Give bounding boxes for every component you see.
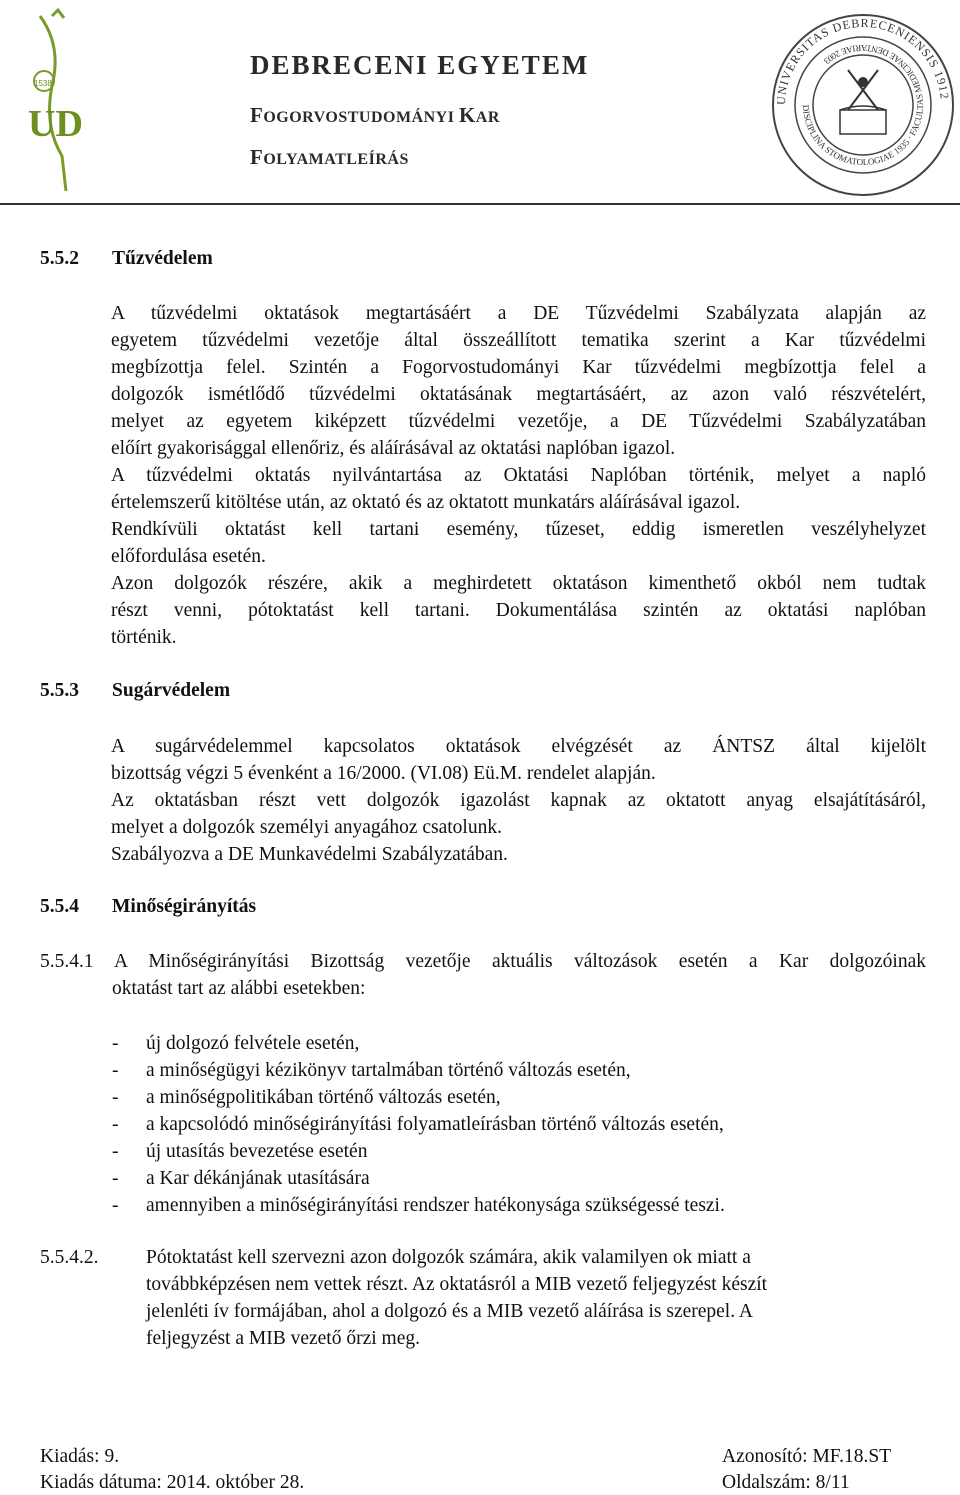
footer-identifier: Azonosító: MF.18.ST (722, 1446, 892, 1467)
text-line: A tűzvédelmi oktatások megtartásáért a DE Tűzvédelmi Szabályzata alapján az (111, 303, 926, 324)
list-item: - a Kar dékánjának utasítására (112, 1168, 370, 1189)
logo-monogram: UD (28, 103, 83, 145)
footer-page-number: Oldalszám: 8/11 (722, 1472, 850, 1493)
text-line: Rendkívüli oktatást kell tartani esemény, tűzeset, eddig ismeretlen veszélyhelyzet (111, 519, 926, 540)
text-line: jelenléti ív formájában, ahol a dolgozó és a MIB vezető aláírása is szerepel. A (146, 1301, 753, 1322)
text-line: Az oktatásban részt vett dolgozók igazolást kapnak az oktatott anyag elsajátításáról, (111, 790, 926, 811)
section-552-number: 5.5.2 (40, 248, 79, 269)
text-line: Pótoktatást kell szervezni azon dolgozók számára, akik valamilyen ok miatt a (146, 1247, 751, 1268)
logo-year: 1538 (34, 79, 52, 88)
text-line: előírt gyakorisággal ellenőriz, és aláírásával az oktatási naplóban igazol. (111, 438, 676, 459)
text-line: melyet a dolgozók személyi anyagához csatolunk. (111, 817, 502, 838)
section-552-title: Tűzvédelem (112, 248, 213, 269)
section-5542-number: 5.5.4.2. (40, 1247, 99, 1268)
list-item: - a minőségpolitikában történő változás esetén, (112, 1087, 501, 1108)
text-line: értelemszerű kitöltése után, az oktató és az oktatott munkatárs aláírásával igazol. (111, 492, 741, 513)
footer-edition-date: Kiadás dátuma: 2014. október 28. (40, 1472, 305, 1493)
university-name: DEBRECENI EGYETEM (250, 50, 590, 80)
text-line: egyetem tűzvédelmi vezetője által összeállított tematika szerint a Kar tűzvédelmi (111, 330, 926, 351)
text-line: Szabályozva a DE Munkavédelmi Szabályzatában. (111, 844, 508, 865)
section-554-title: Minőségirányítás (112, 896, 257, 917)
seal-inner-text: DISCIPLINA STOMATOLOGIAE 1935 · FACULTAS MEDICINAE DENTARIAE 2003 (800, 42, 926, 168)
text-line: bizottság végzi 5 évenként a 16/2000. (VI.08) Eü.M. rendelet alapján. (111, 763, 656, 784)
list-item: - amennyiben a minőségirányítási rendszer hatékonysága szükségessé teszi. (112, 1195, 725, 1216)
text-line: továbbképzésen nem vettek részt. Az oktatásról a MIB vezető feljegyzést készít (146, 1274, 768, 1295)
section-552-body (111, 300, 926, 651)
text-line: melyet az egyetem kiképzett tűzvédelmi vezetője, a DE Tűzvédelmi Szabályzatában (111, 411, 926, 432)
text-line: részt venni, pótoktatást kell tartani. Dokumentálása szintén az oktatási naplóban (111, 600, 926, 621)
section-5541-line2: oktatást tart az alábbi esetekben: (112, 978, 366, 999)
section-554-number: 5.5.4 (40, 896, 79, 917)
document-type: FOLYAMATLEÍRÁS (250, 145, 409, 169)
text-line: történik. (111, 627, 177, 648)
section-553-title: Sugárvédelem (112, 680, 231, 701)
header-divider (0, 203, 960, 205)
section-553-body (111, 733, 926, 868)
text-line: előfordulása esetén. (111, 546, 266, 567)
svg-text:DISCIPLINA STOMATOLOGIAE 1935 (801, 43, 925, 167)
text-line: megbízottja felel. Szintén a Fogorvostudományi Kar tűzvédelmi megbízottja felel a (111, 357, 926, 378)
faculty-seal (768, 10, 958, 200)
footer-edition: Kiadás: 9. (40, 1446, 120, 1467)
list-item: - új utasítás bevezetése esetén (112, 1141, 368, 1162)
university-logo-left (22, 6, 92, 196)
seal-outer-text: UNIVERSITAS DEBRECENIENSIS 1912 (773, 15, 952, 106)
text-line: A sugárvédelemmel kapcsolatos oktatások elvégzését az ÁNTSZ által kijelölt (111, 736, 926, 757)
section-5542-body (146, 1244, 886, 1352)
text-line: feljegyzést a MIB vezető őrzi meg. (146, 1328, 420, 1349)
section-5541-line1: 5.5.4.1 A Minőségirányítási Bizottság vezetője aktuális változások esetén a Kar dolgozóinak (40, 951, 926, 972)
text-line: Azon dolgozók részére, akik a meghirdetett oktatáson kimenthető okból nem tudtak (111, 573, 926, 594)
svg-text:UNIVERSITAS DEBRECENIENSIS 191 (774, 16, 952, 105)
text-line: A tűzvédelmi oktatás nyilvántartása az Oktatási Naplóban történik, melyet a napló (111, 465, 926, 486)
faculty-name: FOGORVOSTUDOMÁNYI KAR (250, 103, 500, 127)
text-line: dolgozók ismétlődő tűzvédelmi oktatásának megtartásáért, az azon való részvételért, (111, 384, 926, 405)
list-item: - új dolgozó felvétele esetén, (112, 1033, 360, 1054)
list-item: - a kapcsolódó minőségirányítási folyamatleírásban történő változás esetén, (112, 1114, 724, 1135)
list-item: - a minőségügyi kézikönyv tartalmában történő változás esetén, (112, 1060, 631, 1081)
section-553-number: 5.5.3 (40, 680, 79, 701)
